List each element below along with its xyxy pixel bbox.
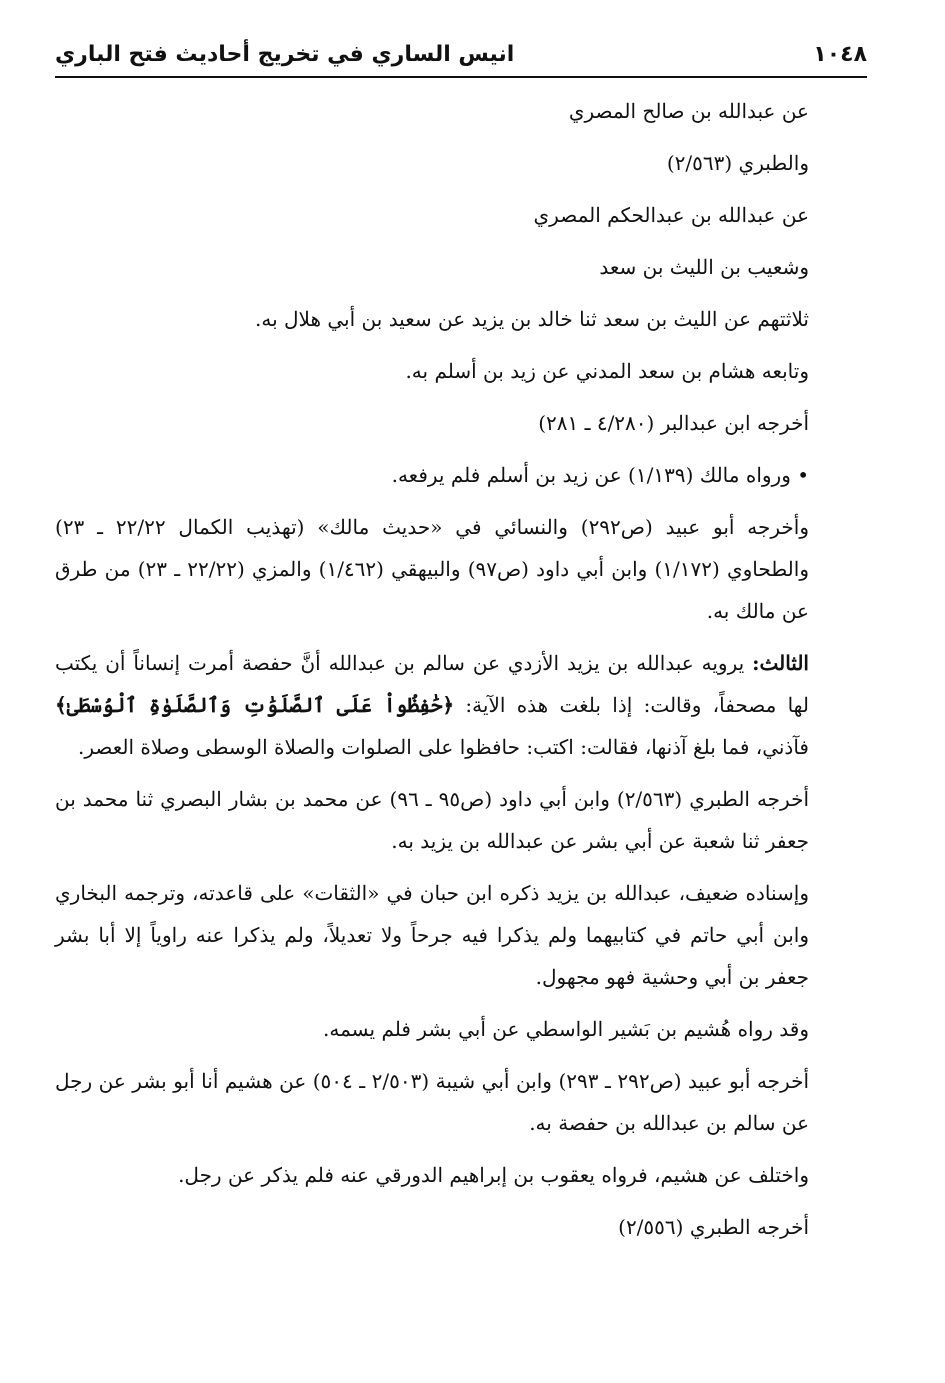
quran-verse: ﴿حَٰفِظُواْ عَلَى ٱلصَّلَوَٰتِ وَٱلصَّلَوٰةِ ٱلْوُسْطَىٰ﴾ (55, 693, 455, 717)
page-number: ١٠٤٨ (813, 41, 867, 67)
paragraph (55, 454, 867, 496)
paragraph-text: والطبري (٢/٥٦٣) (666, 151, 809, 175)
paragraph-text: أخرجه أبو عبيد (ص٢٩٢ ـ ٢٩٣) وابن أبي شيبة (٢/٥٠٣ ـ ٥٠٤) عن هشيم أنا أبو بشر عن رجل عن سالم بن عبدالله بن حفصة به. (55, 1069, 810, 1135)
paragraph-text: وأخرجه أبو عبيد (ص٢٩٢) والنسائي في «حديث مالك» (تهذيب الكمال ٢٢/٢٢ ـ ٢٣) والطحاوي (١/١٧٢) وابن أبي داود (ص٩٧) والبيهقي (١/٤٦٢) والمزي (٢٢/٢٢ ـ ٢٣) من طرق عن مالك به. (55, 515, 809, 623)
paragraph (55, 506, 867, 632)
paragraph-third (55, 642, 867, 768)
paragraph (55, 90, 867, 132)
paragraph (55, 350, 867, 392)
paragraph (55, 872, 867, 998)
paragraph (55, 778, 867, 862)
paragraph (55, 1154, 867, 1196)
paragraph-text: واختلف عن هشيم، فرواه يعقوب بن إبراهيم الدورقي عنه فلم يذكر عن رجل. (178, 1163, 809, 1187)
paragraph (55, 142, 867, 184)
paragraph-text: أخرجه الطبري (٢/٥٦٣) وابن أبي داود (ص٩٥ ـ ٩٦) عن محمد بن بشار البصري ثنا محمد بن جعفر ثنا شعبة عن أبي بشر عن عبدالله بن يزيد به. (55, 787, 809, 853)
paragraph-text: ثلاثتهم عن الليث بن سعد ثنا خالد بن يزيد عن سعيد بن أبي هلال به. (255, 307, 809, 331)
paragraph-text-after: فآذني، فما بلغ آذنها، فقالت: اكتب: حافظوا على الصلوات والصلاة الوسطى وصلاة العصر. (78, 735, 809, 759)
paragraph (55, 1008, 867, 1050)
paragraph-text: أخرجه ابن عبدالبر (٤/٢٨٠ ـ ٢٨١) (538, 411, 809, 435)
paragraph-text: يرويه عبدالله بن يزيد الأزدي عن سالم بن عبدالله أنَّ حفصة أمرت إنساناً أن يكتب لها مصحفاً، وقالت: إذا بلغت هذه الآية: (55, 651, 809, 717)
header-divider (55, 76, 867, 78)
paragraph-text: عن عبدالله بن عبدالحكم المصري (533, 203, 809, 227)
paragraph-text: أخرجه الطبري (٢/٥٥٦) (618, 1215, 809, 1239)
page-header (55, 34, 867, 74)
book-title: انيس الساري في تخريج أحاديث فتح الباري (55, 41, 515, 67)
section-lead: الثالث: (752, 651, 809, 675)
paragraph-text: وشعيب بن الليث بن سعد (599, 255, 809, 279)
page-body (55, 90, 867, 1258)
paragraph-text: وقد رواه هُشيم بن بَشير الواسطي عن أبي بشر فلم يسمه. (323, 1017, 809, 1041)
paragraph (55, 402, 867, 444)
paragraph-text: عن عبدالله بن صالح المصري (568, 99, 809, 123)
paragraph (55, 246, 867, 288)
paragraph-text: • ورواه مالك (١/١٣٩) عن زيد بن أسلم فلم يرفعه. (391, 463, 809, 487)
paragraph (55, 298, 867, 340)
paragraph (55, 1060, 867, 1144)
paragraph (55, 1206, 867, 1248)
paragraph-text: وإسناده ضعيف، عبدالله بن يزيد ذكره ابن حبان في «الثقات» على قاعدته، وترجمه البخاري وابن أبي حاتم في كتابيهما ولم يذكرا فيه جرحاً ولا تعديلاً، ولم يذكرا عنه راوياً إلا أبا بشر جعفر بن أبي وحشية فهو مجهول. (55, 881, 809, 989)
paragraph-text: وتابعه هشام بن سعد المدني عن زيد بن أسلم به. (405, 359, 809, 383)
paragraph (55, 194, 867, 236)
